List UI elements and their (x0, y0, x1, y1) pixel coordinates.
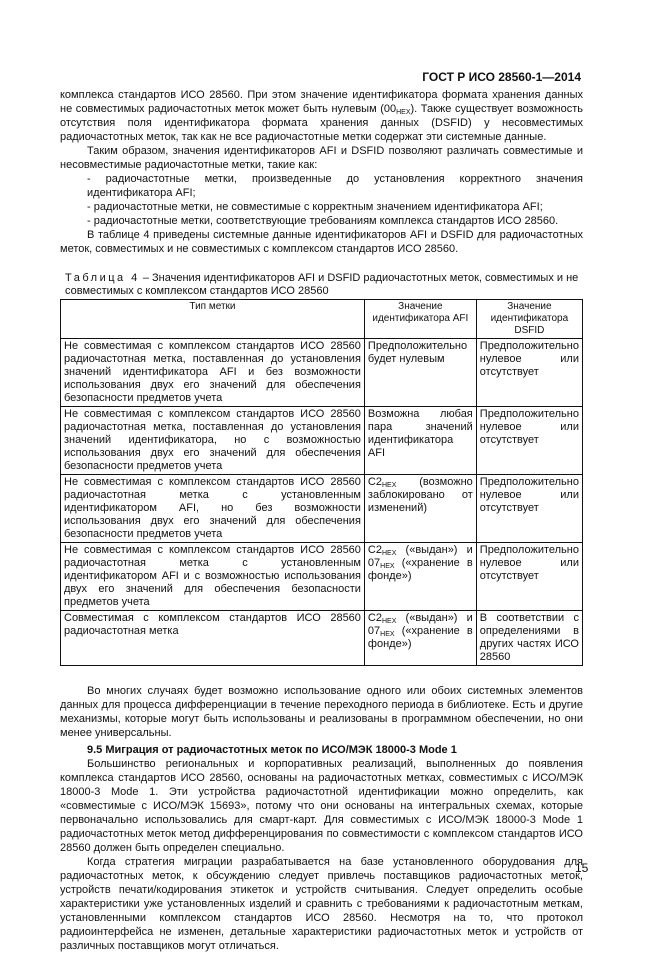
afi-note: («хранение в фонде») (367, 625, 473, 650)
afi-note: (возможно заблокировано от изменений) (367, 476, 473, 514)
bullet-list (60, 172, 583, 228)
paragraph-2: Таким образом, значения идентификаторов AFI и DSFID позволяют различать совместимые и несовместимые радиочастотные метки, такие как: (60, 145, 583, 171)
paragraph-4: Во многих случаях будет возможно использование одного или обоих системных элементов данных для процесса дифференциации в течение переходного периода в библиотеке. Есть и другие механизмы, которые могут быть использованы и реализованы в программном обеспечении, но они менее универсальны. (60, 685, 583, 739)
section-title: 9.5 Миграция от радиочастотных меток по ИСО/МЭК 18000-3 Mode 1 (87, 744, 457, 756)
table-cell-afi (364, 611, 476, 666)
hex-subscript: HEX (381, 550, 397, 557)
table-caption (60, 272, 583, 298)
table-cell-type: Не совместимая с комплексом стандартов ИСО 28560 радиочастотная метка с установленным идентификатором AFI и с возможностью использования двух его значений для обеспечения безопасности предметов учета (61, 543, 365, 611)
paragraph-1-text-a: комплекса стандартов ИСО 28560. При этом значение идентификатора формата хранения данных не совместимых радиочастотных меток может быть нулевым (00 (60, 89, 583, 115)
afi-note: («выдан») и (396, 612, 473, 624)
list-item: - радиочастотные метки, произведенные до установления корректного значения идентификатора AFI; (87, 173, 583, 199)
table-row (61, 407, 583, 475)
afi-note: («хранение в фонде») (367, 557, 473, 582)
table-row (61, 475, 583, 543)
table-cell-dsfid: Предположительно нулевое или отсутствует (476, 339, 582, 407)
hex-subscript: HEX (380, 631, 395, 638)
afi-note: («выдан») и (396, 544, 473, 556)
afi-value: C2 (367, 544, 382, 556)
document-header: ГОСТ Р ИСО 28560-1—2014 (422, 70, 581, 84)
table-cell-type: Не совместимая с комплексом стандартов ИСО 28560 радиочастотная метка с установленным идентификатором AFI, но без возможности использования двух его значений для обеспечения безопасности предметов учета (61, 475, 365, 543)
afi-value: C2 (367, 476, 382, 488)
table-cell-type: Не совместимая с комплексом стандартов ИСО 28560 радиочастотная метка, поставленная до установления значений идентификатора, но с возможностью использования двух его значений для обеспечения безопасности предметов учета (61, 407, 365, 475)
table-cell-dsfid: Предположительно нулевое или отсутствует (476, 407, 582, 475)
hex-subscript: HEX (381, 618, 397, 625)
list-item: - радиочастотные метки, соответствующие требованиям комплекса стандартов ИСО 28560. (87, 215, 559, 227)
afi-value: 07 (367, 625, 381, 637)
page-number: 15 (575, 861, 589, 875)
table-header-dsfid: Значение идентификатора DSFID (476, 300, 582, 339)
table-row (61, 543, 583, 611)
afi-value: 07 (367, 557, 381, 569)
paragraph-1 (60, 88, 583, 144)
table-header-row (61, 300, 583, 339)
page-content (60, 88, 583, 953)
table-row (61, 611, 583, 666)
list-item: - радиочастотные метки, не совместимые с корректным значением идентификатора AFI; (87, 201, 543, 213)
table-header-type: Тип метки (61, 300, 365, 339)
table-cell-dsfid: Предположительно нулевое или отсутствует (476, 475, 582, 543)
table-caption-label: Таблица 4 (65, 272, 140, 284)
table-cell-dsfid: Предположительно нулевое или отсутствует (476, 543, 582, 611)
table-cell-type: Совместимая с комплексом стандартов ИСО 28560 радиочастотная метка (61, 611, 365, 666)
table-caption-text: – Значения идентификаторов AFI и DSFID радиочастотных меток, совместимых и не совместимых с комплексом стандартов ИСО 28560 (65, 272, 579, 297)
table-cell-afi: Предположительно будет нулевым (364, 339, 476, 407)
hex-subscript: HEX (396, 109, 411, 116)
paragraph-5: Большинство региональных и корпоративных реализаций, выполненных до появления комплекса стандартов ИСО 28560, основаны на радиочастотных метках, совместимых с ИСО/МЭК 18000-3 Mode 1. Эти устройства радиочастотной идентификации можно определить, как «совместимые с ИСО/МЭК 15693», потому что они основаны на интегральных схемах, которые первоначально использовались для смарт-карт. Для совместимых с ИСО/МЭК 18000-3 Mode 1 радиочастотных меток метод дифференцирования по совместимости с комплексом стандартов ИСО 28560 должен быть определен специально. (60, 758, 583, 854)
table-row (61, 339, 583, 407)
afi-dsfid-table (60, 299, 583, 666)
paragraph-3: В таблице 4 приведены системные данные идентификаторов AFI и DSFID для радиочастотных меток, совместимых и не совместимых с комплексом стандартов ИСО 28560. (60, 229, 583, 255)
hex-subscript: HEX (380, 563, 395, 570)
table-cell-afi (364, 475, 476, 543)
afi-value: C2 (367, 612, 382, 624)
hex-subscript: HEX (381, 482, 397, 489)
table-header-afi: Значение идентификатора AFI (364, 300, 476, 339)
paragraph-1-text-b: ). Также существует возможность отсутствия поля идентификатора формата хранения данных (DSFID) у несовместимых радиочастотных меток, так как не все радиочастотные метки содержат эти системные данные. (60, 103, 583, 143)
table-cell-type: Не совместимая с комплексом стандартов ИСО 28560 радиочастотная метка, поставленная до установления значений идентификатора AFI и без возможности использования двух его значений для обеспечения безопасности предметов учета (61, 339, 365, 407)
table-cell-dsfid: В соответствии с определениями в других частях ИСО 28560 (476, 611, 582, 666)
table-cell-afi: Возможна любая пара значений идентификатора AFI (364, 407, 476, 475)
paragraph-6: Когда стратегия миграции разрабатывается на базе установленного оборудования для радиочастотных меток, к обсуждению следует привлечь поставщиков радиочастотных меток, устройств печати/кодирования этикеток и устройств считывания. Следует определить особые характеристики уже установленных изделий и сравнить с требованиями к радиочастотным меткам, установленными комплексом стандартов ИСО 28560. Несмотря на то, что протокол радиоинтерфейса не изменен, детальные характеристики радиочастотных меток и устройств от различных поставщиков могут отличаться. (60, 856, 583, 952)
table-cell-afi (364, 543, 476, 611)
